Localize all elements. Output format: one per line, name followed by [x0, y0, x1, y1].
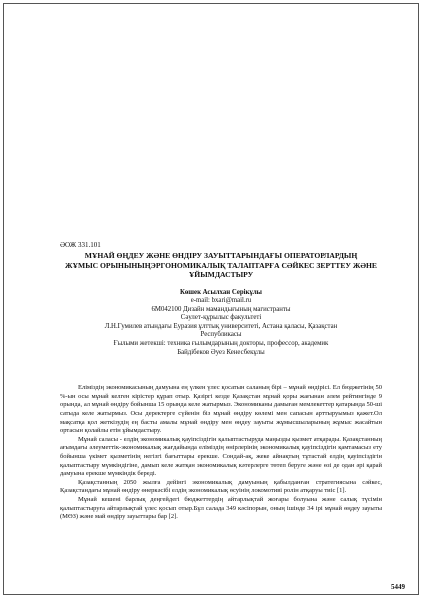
body-text	[60, 384, 382, 522]
paper-title	[60, 251, 382, 280]
title-line: МҰНАЙ ӨҢДЕУ ЖӘНЕ ӨНДІРУ ЗАУЫТТАРЫНДАҒЫ ОПЕРАТОРЛАРДЫҢ	[84, 251, 358, 260]
title-line: ЖҰМЫС ОРЫНЫНЫҢЭРГОНОМИКАЛЫҚ ТАЛАПТАРҒА СӘЙКЕС ЗЕРТТЕУ ЖӘНЕ	[65, 260, 377, 270]
affiliation-line: Байдібеков Әуез Кенесбекұлы	[177, 348, 265, 356]
body-paragraph: Мұнай кешені барлық деңгейдегі бюджеттердің айтарлықтай жоғары болуына және салық түсімін қалыптастыруға айтарлықтай үлес қосып отыр.Бұл салада 349 кәсіпорын, оның ішінде 34 ірі мұнай өңдеу зауыты (МӨЗ) және май өндіру зауыттары бар [2].	[60, 495, 382, 521]
page-number: 5449	[391, 583, 405, 591]
affiliation-line: 6М042100 Дизайн мамандығының магистранты	[151, 305, 291, 313]
author-block	[60, 289, 382, 358]
affiliation-line: Сәулет-құрылыс факультеті	[180, 314, 262, 322]
title-line: ҰЙЫМДАСТЫРУ	[188, 270, 254, 279]
affiliation-line: Республикасы	[200, 331, 242, 339]
body-paragraph: Мұнай саласы - елдің экономикалық қауіпсіздігін қалыптастыруда маңызды қызмет атқарады. Қазақстанның ағымдағы әлеуметтік-экономикалық жағдайында еліміздің өнірлерінің экономикалық қауіпсіздігін қамтамасыз ету бойынша үкімет қызметінің негізгі бағыттары ерекше. Сондай-ақ, жеке айнақтың тұтастай елдің қауіпсіздігін қалыптастыру мүмкіндігіне, дамып келе жатқан экономикалық кәтерлерге төтеп беруге және өзі де одан әрі қарай дамуына ерекше мүмкіндік береді.	[60, 435, 382, 478]
affiliation-line: Ғылыми жетекші: техника ғылымдарының докторы, профессор, академик	[113, 340, 329, 348]
author-email: e-mail: bxari@mail.ru	[190, 297, 252, 305]
udc-code: ӘОЖ 331.101	[60, 241, 101, 249]
body-paragraph: Еліміздің экономикасының дамуына ең үлкен үлес қосатын саланың бірі – мұнай өндірісі. Ел бюджетінің 50 %-ын осы мұнай келген кірістер құрап отыр. Қазіргі кезде Қазақстан мұнай қоры жағынан әлем рейтингінде 9 орында, ал мұнай өндіру бойынша 15 орында келе жатырмыз. Экономиканы дамыған мемлекеттер қатарында 50-ші сатыда келе жатырмыз. Осы деректерге сүйенін біз мұнай өндіру көлемі мен сапасын арттыруымыз қажет.Ол мақсатқа қол жеткізудің ең басты амалы мұнай өндіру мен өңдеу зауыты жұмысшыларының жұмыс жасайтын ортасын қолайлы етін ұйымдастыру.	[60, 384, 382, 435]
paper-content	[60, 241, 382, 522]
author-name: Көшек Асылхан Серікұлы	[179, 288, 262, 296]
body-paragraph: Қазақстанның 2050 жылға дейінгі экономикалық дамуының қабылданған стратегиясына сәйкес, Қазақстандағы мұнай өндіру өнеркәсібі елдің экономикалық өсуінің локомотиві ролін атқаруы тиіс [1].	[60, 478, 382, 495]
affiliation-line: Л.Н.Гумилев атындағы Еуразия ұлттық университеті, Астана қаласы, Қазақстан	[104, 322, 338, 330]
